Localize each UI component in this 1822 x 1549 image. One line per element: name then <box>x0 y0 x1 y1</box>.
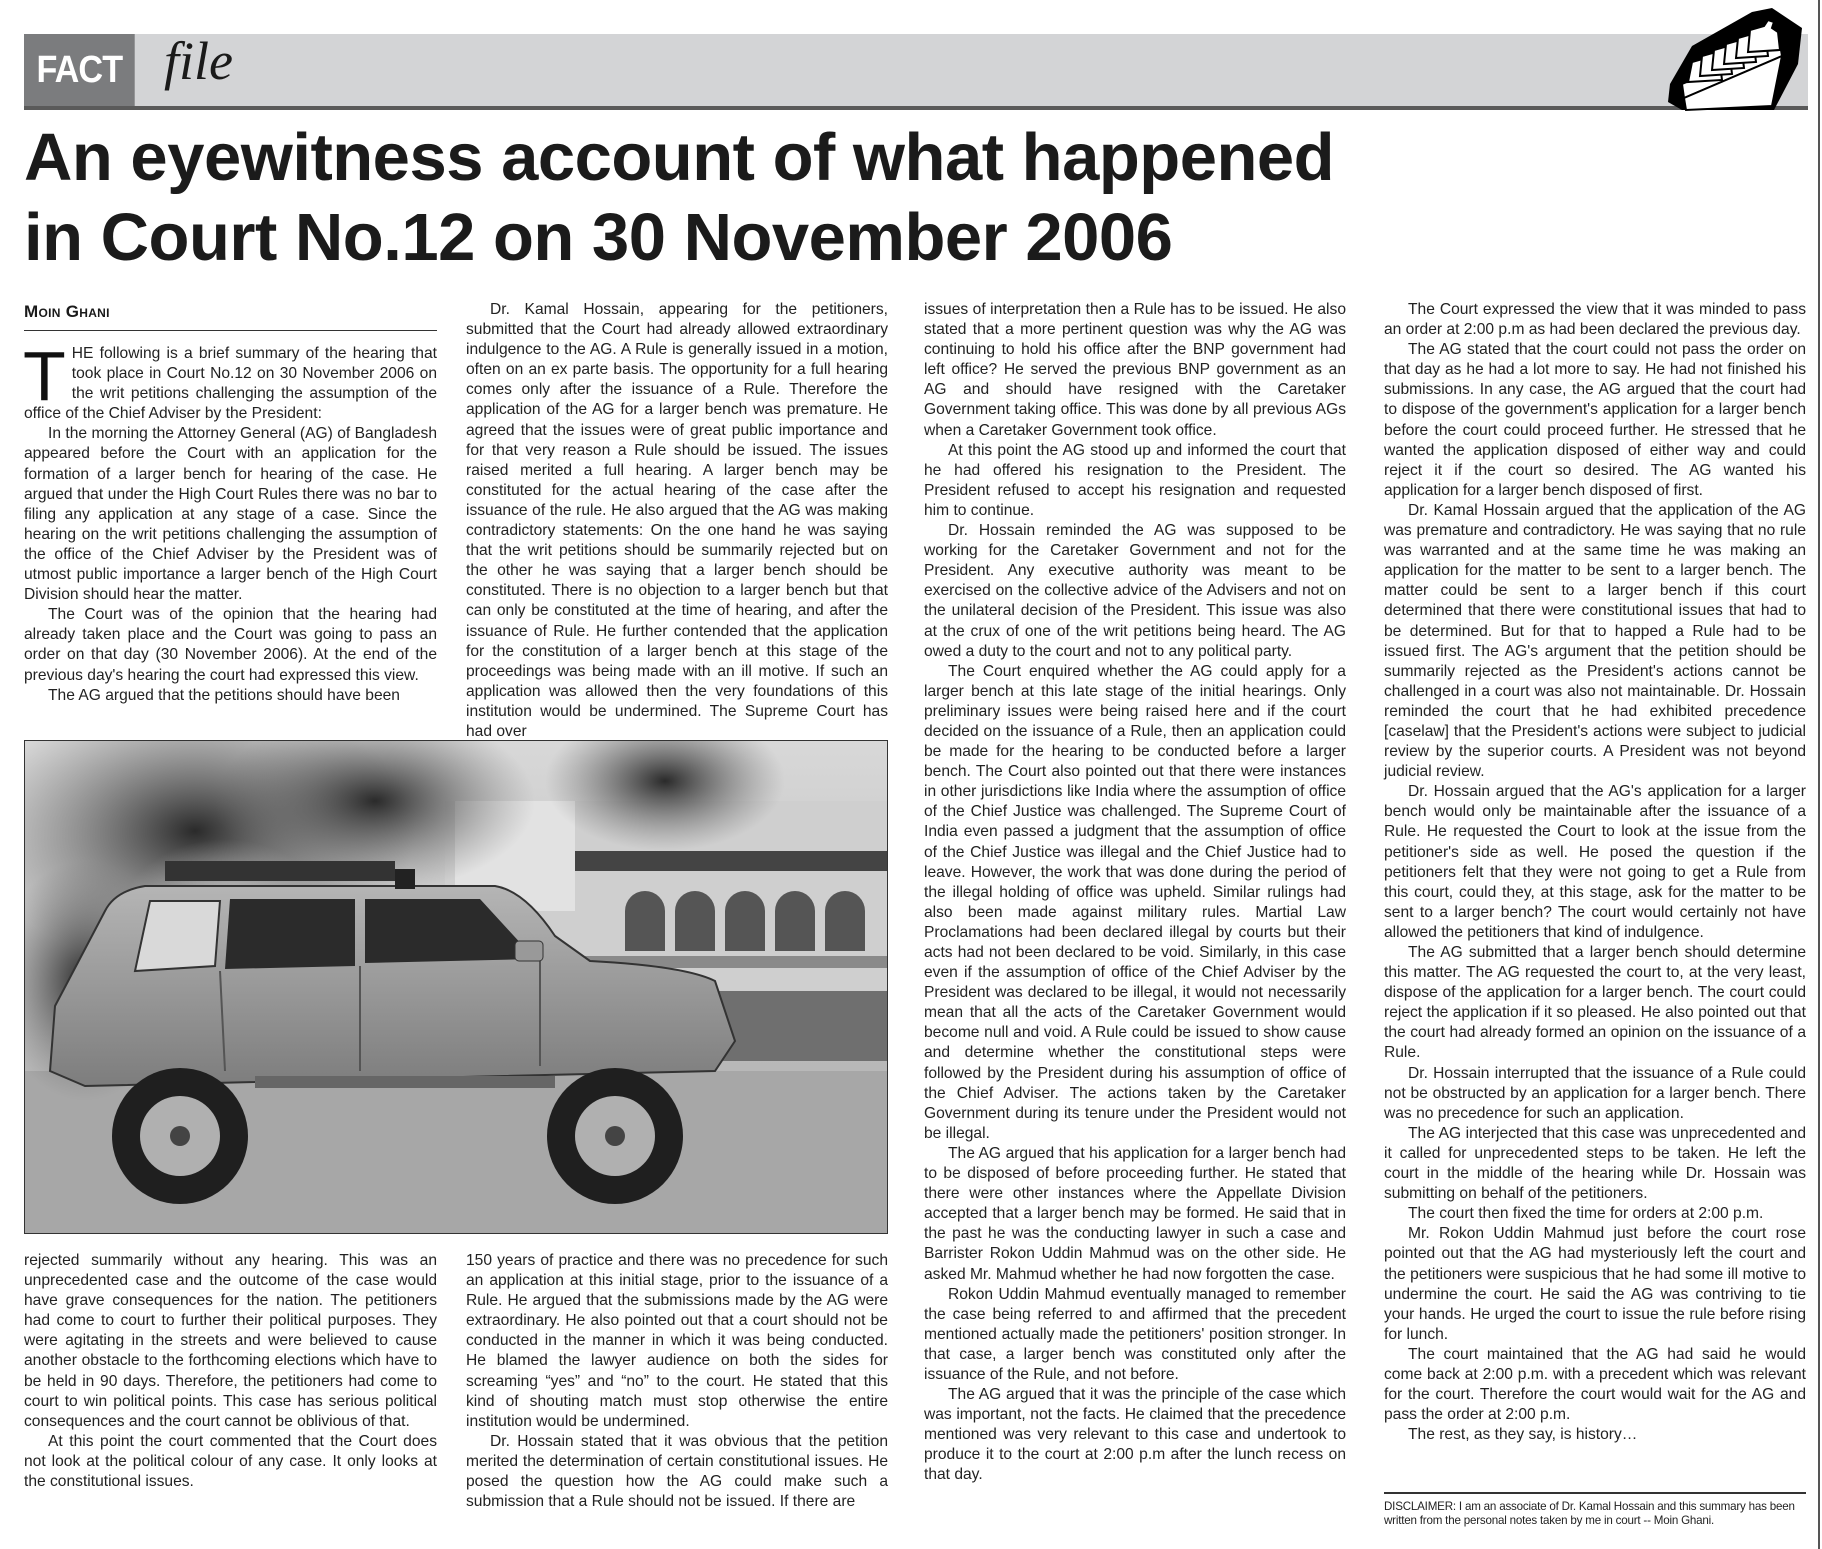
paragraph: The AG argued that it was the principle of the case which was important, not the facts. He claimed that the precedence mentioned was very relevant to this case and undertook to produce it to the court at 2:00 p.m after the lunch recess on that day. <box>924 1386 1346 1484</box>
paragraph: The AG interjected that this case was unprecedented and it called for unprecedented steps to be taken. He left the court in the middle of the hearing while Dr. Hossain was submitting on behalf of the petitioners. <box>1384 1124 1806 1203</box>
paragraph: In the morning the Attorney General (AG) of Bangladesh appeared before the Court with an application for the formation of a larger bench for hearing of the case. He argued that under the High Court Rules there was no bar to filing any application at any stage of a case. Since the hearing on the writ petitions challenging the assumption of the office of the Chief Adviser by the President was of utmost public importance a larger bench of the High Court Division should hear the matter. <box>24 425 437 604</box>
page-right-border <box>1818 0 1820 1549</box>
paragraph: At this point the AG stood up and informed the court that he had offered his resignation to the President. The President refused to accept his resignation and requested him to continue. <box>924 441 1346 519</box>
disclaimer-divider <box>1384 1492 1806 1494</box>
paragraph: The AG submitted that a larger bench should determine this matter. The AG requested the court to, at the very least, dispose of the application for a larger bench. The court could reject the application if it so pleased. He also pointed out that the court had already formed an opinion on the issuance of a Rule. <box>1384 944 1806 1062</box>
column-2-bottom <box>466 1251 888 1512</box>
paragraph: The AG argued that his application for a larger bench had to be disposed of before proceeding further. He stated that there were other instances where the Appellate Division accepted that a larger bench may be formed. He said that in the past he was the conducting lawyer in such a case and Barrister Rokon Uddin Mahmud was on the other side. He asked Mr. Mahmud whether he had now forgotten the case. <box>924 1144 1346 1283</box>
paragraph: 150 years of practice and there was no precedence for such an application at this initial stage, prior to the issuance of a Rule. He argued that the submissions made by the AG were extraordinary. He also pointed out that a court should not be conducted in the manner in which it was being conducted. He blamed the lawyer audience on both the sides for screaming “yes” and “no” to the court. He stated that this kind of shouting match must stop otherwise the entire institution would be undermined. <box>466 1252 888 1430</box>
headline-line-1: An eyewitness account of what happened <box>24 120 1335 195</box>
lead-paragraph: THE following is a brief summary of the hearing that took place in Court No.12 on 30 November 2006 on the writ petitions challenging the assumption of the office of the Chief Adviser by the President: <box>23 337 437 423</box>
paragraph: The rest, as they say, is history… <box>1408 1426 1638 1444</box>
paragraph: The court then fixed the time for orders at 2:00 p.m. <box>1408 1205 1764 1223</box>
paragraph: The AG argued that the petitions should have been <box>48 686 400 704</box>
section-label-file: file <box>164 31 233 91</box>
headline-line-2: in Court No.12 on 30 November 2006 <box>24 200 1173 275</box>
disclaimer-note: DISCLAIMER: I am an associate of Dr. Kamal Hossain and this summary has been written from the personal notes taken by me in court -- Moin Ghani. <box>1384 1500 1795 1527</box>
column-4 <box>1384 300 1806 1445</box>
column-1-bottom <box>24 1251 437 1492</box>
paragraph: The court maintained that the AG had said he would come back at 2:00 p.m. with a precedent which was relevant for the court. Therefore the court would wait for the AG and pass the order at 2:00 p.m. <box>1384 1345 1806 1424</box>
paragraph: Dr. Hossain interrupted that the issuance of a Rule could not be obstructed by an application for a larger bench. There was no precedence for such an application. <box>1384 1064 1806 1122</box>
column-3 <box>924 300 1346 1486</box>
paragraph: At this point the court commented that the Court does not look at the political colour of any case. It only looks at the constitutional issues. <box>24 1432 437 1491</box>
paragraph: Dr. Hossain argued that the AG's application for a larger bench would only be maintainable after the issuance of a Rule. He requested the Court to look at the issue from the petitioner's side as well. He posed the question if the petitioners felt that they were not going to get a Rule from this court, could they, at this stage, ask for the matter to be sent to a larger bench? The court would certainly not have allowed the petitioners that kind of indulgence. <box>1384 783 1806 941</box>
column-1-top <box>23 337 437 706</box>
paragraph: Dr. Kamal Hossain, appearing for the petitioners, submitted that the Court had already allowed extraordinary indulgence to the AG. A Rule is generally issued in a motion, often on an ex parte basis. The opportunity for a full hearing comes only after the issuance of a Rule. Therefore the application of the AG for a larger bench was premature. He agreed that the issues were of great public importance and for that very reason a Rule should be issued. The issues raised merited a full hearing. A larger bench may be constituted for the actual hearing of the case after the issuance of the rule. He also argued that the AG was making contradictory statements: On the one hand he was saying that the writ petitions should be summarily rejected but on the other he was saying that a larger bench should be constituted. There is no objection to a larger bench but that can only be constituted at the time of hearing, and after the issuance of Rule. He further contended that the application for the constitution of a larger bench at this stage of the proceedings was being made with an ill motive. If such an application was allowed then the very foundations of this institution would be undermined. The Supreme Court has had over <box>466 301 888 740</box>
drop-cap: T <box>23 337 66 415</box>
paragraph: The AG stated that the court could not pass the order on that day as he had a lot more to say. He had not finished his submissions. In any case, the AG argued that the court had to dispose of the government's application for a larger bench before the court could proceed further. He stressed that he wanted the application disposed of either way and could reject it if the court so desired. The AG wanted his application for a larger bench disposed of first. <box>1384 341 1806 499</box>
paragraph: The Court was of the opinion that the hearing had already taken place and the Court was going to pass an order on that day (30 November 2006). At the end of the previous day's hearing the court had expressed this view. <box>24 606 437 684</box>
article-headline <box>24 118 1804 278</box>
card-file-box-icon <box>1662 6 1808 112</box>
column-2-top <box>466 300 888 742</box>
paragraph: Dr. Hossain stated that it was obvious that the petition merited the determination of certain constitutional issues. He posed the question how the AG could make such a submission that a Rule should not be issued. If there are <box>466 1432 888 1511</box>
paragraph: issues of interpretation then a Rule has to be issued. He also stated that a more pertinent question was why the AG was continuing to hold his office after the BNP government had left office? He served the previous BNP government as an AG and should have resigned with the Caretaker Government taking office. This was done by all previous AGs when a Caretaker Government took office. <box>924 301 1346 439</box>
section-header-bar <box>24 31 1808 110</box>
paragraph: Rokon Uddin Mahmud eventually managed to remember the case being referred to and affirmed that the precedent mentioned actually made the petitioners' position stronger. In that case, a larger bench was constituted only after the issuance of the Rule, and not before. <box>924 1285 1346 1383</box>
paragraph: Mr. Rokon Uddin Mahmud just before the court rose pointed out that the AG had mysteriously left the court and the petitioners were suspicious that he had some ill motive to undermine the court. He said the AG was contriving to tie your hands. He urged the court to issue the rule before rising for lunch. <box>1384 1225 1806 1343</box>
burning-suv-photo <box>24 740 888 1234</box>
author-byline: Moin Ghani <box>24 302 437 331</box>
section-label-fact: FACT <box>24 34 135 106</box>
paragraph: The Court enquired whether the AG could apply for a larger bench at this late stage of the initial hearings. Only preliminary issues were being raised here and if the court decided on the issuance of a Rule, then an application could be made for the hearing to be conducted before a larger bench. The Court also pointed out that there were instances in other jurisdictions like India where the assumption of office of the Chief Justice was challenged. The Supreme Court of India even passed a judgment that the assumption of office of the Chief Justice was illegal and the Chief Justice had to leave. However, the work that was done during the period of the illegal holding of office was upheld. Similar rulings had also been made against military rules. Martial Law Proclamations had been declared illegal by courts but their acts had not been declared to be void. Similarly, in this case even if the assumption of office of the Chief Adviser by the President was declared to be illegal, it would not necessarily mean that all the acts of the Caretaker Government would become null and void. A Rule could be issued to show cause and determine whether the constitutional steps were followed by the President during his assumption of office of the Chief Adviser. The actions taken by the Caretaker Government during its tenure under the President would not be illegal. <box>924 662 1346 1142</box>
paragraph: Dr. Kamal Hossain argued that the application of the AG was premature and contradictory. He was saying that no rule was warranted and at the same time he was making an application for the matter to be sent to a larger bench. The matter could be sent to a larger bench if this court determined that there were constitutional issues that had to be determined. But for that to happed a Rule had to be issued first. The AG's argument that the petition should be summarily rejected as the President's actions cannot be challenged in a court was also not maintainable. Dr. Hossain reminded the court that he had exhibited precedence [caselaw] that the President's actions were subject to judicial review by the superior courts. A President was not beyond judicial review. <box>1384 501 1806 781</box>
paragraph: Dr. Hossain reminded the AG was supposed to be working for the Caretaker Government and not for the President. Any executive authority was meant to be exercised on the collective advice of the Advisers and not on the unilateral decision of the President. This issue was also at the crux of one of the writ petitions being heard. The AG owed a duty to the court and not to any political party. <box>924 522 1346 660</box>
photo-image <box>25 741 887 1233</box>
paragraph: rejected summarily without any hearing. This was an unprecedented case and the outcome of the case would have grave consequences for the nation. The petitioners had come to court to further their political purposes. They were agitating in the streets and were believed to cause another obstacle to the forthcoming elections which have to be held in 90 days. Therefore, the petitioners had come to court to win political points. This case has serious political consequences and the court cannot be oblivious of that. <box>24 1252 437 1430</box>
paragraph: The Court expressed the view that it was minded to pass an order at 2:00 p.m as had been declared the previous day. <box>1384 301 1806 339</box>
